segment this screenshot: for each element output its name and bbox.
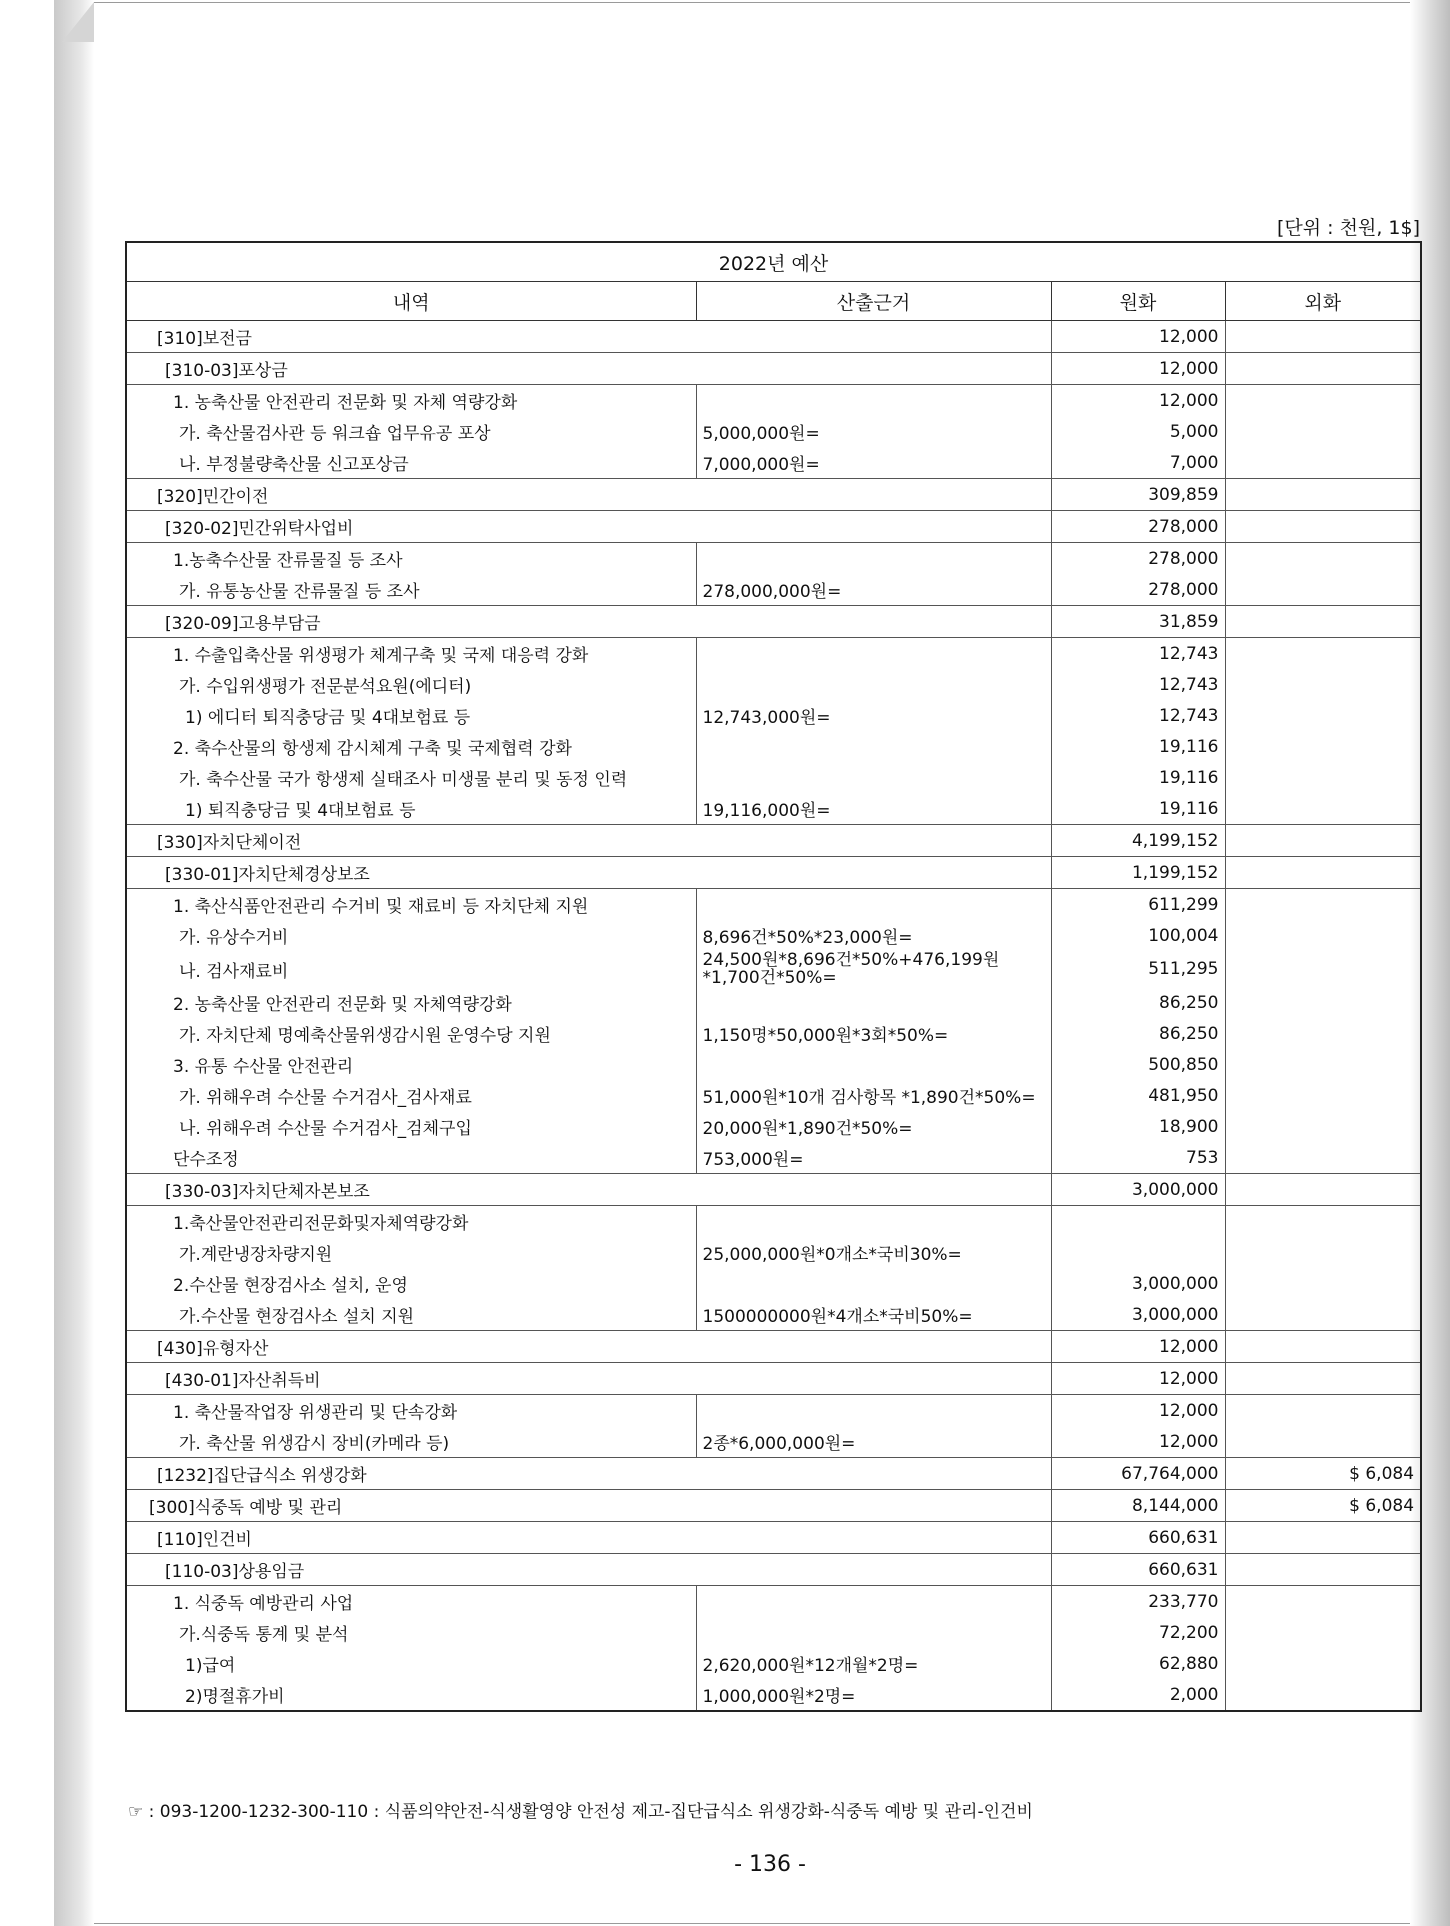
row-description: [320-02]민간위탁사업비 [126,511,1051,543]
table-row [126,825,1421,857]
row-krw-amount: 7,000 [1051,447,1225,479]
table-row [126,1018,1421,1049]
row-description: 가. 축산물 위생감시 장비(카메라 등) [179,1434,450,1454]
row-calculation-basis: 2,620,000원*12개월*2명= [696,1648,1051,1679]
table-row [126,1458,1421,1490]
row-foreign-amount [1225,825,1421,857]
row-description: 1. 축산식품안전관리 수거비 및 재료비 등 자치단체 지원 [126,889,696,921]
table-row [126,1363,1421,1395]
row-krw-amount [1051,1237,1225,1268]
table-row [126,1426,1421,1458]
row-foreign-amount [1225,574,1421,606]
row-description: 나. 위해우려 수산물 수거검사_검체구입 [179,1119,472,1139]
table-row [126,511,1421,543]
row-foreign-amount [1225,1237,1421,1268]
row-description: 1.농축수산물 잔류물질 등 조사 [126,543,696,575]
row-krw-amount: 100,004 [1051,920,1225,951]
row-krw-amount: 12,000 [1051,353,1225,385]
row-foreign-amount [1225,511,1421,543]
row-description: 1. 식중독 예방관리 사업 [126,1586,696,1618]
row-calculation-basis: 51,000원*10개 검사항목 *1,890건*50%= [696,1080,1051,1111]
row-foreign-amount [1225,951,1421,987]
row-krw-amount: 1,199,152 [1051,857,1225,889]
row-description: 1) 퇴직충당금 및 4대보험료 등 [185,801,416,821]
table-row [126,889,1421,921]
row-calculation-basis: 25,000,000원*0개소*국비30%= [696,1237,1051,1268]
row-description: 3. 유통 수산물 안전관리 [173,1057,354,1077]
row-foreign-amount: $ 6,084 [1225,1490,1421,1522]
page-number: - 136 - [734,1852,806,1877]
row-calculation-basis [696,669,1051,700]
row-calculation-basis [696,987,1051,1018]
row-calculation-basis: 7,000,000원= [696,447,1051,479]
table-row [126,1080,1421,1111]
table-row [126,1237,1421,1268]
table-row [126,479,1421,511]
row-krw-amount: 12,743 [1051,669,1225,700]
row-description: 1)급여 [185,1656,236,1676]
row-foreign-amount [1225,793,1421,825]
row-calculation-basis [696,1268,1051,1299]
row-foreign-amount: $ 6,084 [1225,1458,1421,1490]
row-foreign-amount [1225,731,1421,762]
row-foreign-amount [1225,353,1421,385]
row-krw-amount: 500,850 [1051,1049,1225,1080]
row-foreign-amount [1225,1111,1421,1142]
row-description: [300]식중독 예방 및 관리 [126,1490,1051,1522]
row-calculation-basis [696,638,1051,670]
row-description: 가. 유통농산물 잔류물질 등 조사 [179,582,420,602]
row-krw-amount: 309,859 [1051,479,1225,511]
row-foreign-amount [1225,543,1421,575]
row-foreign-amount [1225,1206,1421,1238]
row-krw-amount: 62,880 [1051,1648,1225,1679]
row-krw-amount: 67,764,000 [1051,1458,1225,1490]
header-foreign-currency: 외화 [1225,282,1421,321]
row-foreign-amount [1225,479,1421,511]
row-description: [330-03]자치단체자본보조 [126,1174,1051,1206]
row-krw-amount: 511,295 [1051,951,1225,987]
row-foreign-amount [1225,385,1421,417]
row-description: 1.축산물안전관리전문화및자체역량강화 [126,1206,696,1238]
row-krw-amount: 12,000 [1051,1395,1225,1427]
table-row [126,1586,1421,1618]
row-krw-amount: 19,116 [1051,731,1225,762]
table-row [126,762,1421,793]
row-krw-amount: 12,000 [1051,321,1225,353]
table-caption: 2022년 예산 [126,242,1421,282]
row-krw-amount: 4,199,152 [1051,825,1225,857]
table-row [126,353,1421,385]
row-foreign-amount [1225,700,1421,731]
row-description: [110]인건비 [126,1522,1051,1554]
row-description: [430-01]자산취득비 [126,1363,1051,1395]
row-krw-amount: 12,000 [1051,385,1225,417]
row-description: 2. 축수산물의 항생제 감시체계 구축 및 국제협력 강화 [173,739,572,759]
row-calculation-basis: 753,000원= [696,1142,1051,1174]
row-krw-amount: 12,743 [1051,638,1225,670]
row-description: [310-03]포상금 [126,353,1051,385]
table-row [126,416,1421,447]
row-description: 1. 농축산물 안전관리 전문화 및 자체 역량강화 [126,385,696,417]
row-description: 가. 축산물검사관 등 워크숍 업무유공 포상 [179,424,491,444]
row-foreign-amount [1225,669,1421,700]
table-row [126,1522,1421,1554]
table-row [126,321,1421,353]
row-calculation-basis: 24,500원*8,696건*50%+476,199원*1,700건*50%= [696,951,1051,987]
row-krw-amount: 611,299 [1051,889,1225,921]
table-row [126,1049,1421,1080]
table-row [126,731,1421,762]
row-krw-amount: 233,770 [1051,1586,1225,1618]
row-foreign-amount [1225,1617,1421,1648]
row-krw-amount: 2,000 [1051,1679,1225,1711]
row-calculation-basis: 1500000000원*4개소*국비50%= [696,1299,1051,1331]
row-foreign-amount [1225,1426,1421,1458]
table-row [126,1206,1421,1238]
table-row [126,1679,1421,1711]
row-krw-amount: 3,000,000 [1051,1299,1225,1331]
row-krw-amount: 5,000 [1051,416,1225,447]
row-calculation-basis: 8,696건*50%*23,000원= [696,920,1051,951]
row-krw-amount: 278,000 [1051,574,1225,606]
row-krw-amount: 660,631 [1051,1522,1225,1554]
row-krw-amount: 278,000 [1051,543,1225,575]
row-krw-amount [1051,1206,1225,1238]
row-krw-amount: 753 [1051,1142,1225,1174]
row-calculation-basis [696,731,1051,762]
row-foreign-amount [1225,762,1421,793]
table-row [126,1174,1421,1206]
table-row [126,920,1421,951]
row-calculation-basis: 5,000,000원= [696,416,1051,447]
row-description: [330-01]자치단체경상보조 [126,857,1051,889]
row-calculation-basis [696,385,1051,417]
row-description: 가.수산물 현장검사소 설치 지원 [179,1307,415,1327]
row-calculation-basis [696,1049,1051,1080]
row-krw-amount: 3,000,000 [1051,1268,1225,1299]
row-description: 단수조정 [173,1150,239,1170]
row-krw-amount: 31,859 [1051,606,1225,638]
header-krw: 원화 [1051,282,1225,321]
row-krw-amount: 481,950 [1051,1080,1225,1111]
row-calculation-basis: 1,000,000원*2명= [696,1679,1051,1711]
row-calculation-basis: 1,150명*50,000원*3회*50%= [696,1018,1051,1049]
row-calculation-basis [696,1206,1051,1238]
table-row [126,638,1421,670]
row-description: [310]보전금 [126,321,1051,353]
row-krw-amount: 12,000 [1051,1331,1225,1363]
row-krw-amount: 72,200 [1051,1617,1225,1648]
row-foreign-amount [1225,1363,1421,1395]
page-shadow-left [54,0,94,1926]
row-description: 1) 에디터 퇴직충당금 및 4대보험료 등 [185,708,471,728]
row-foreign-amount [1225,1395,1421,1427]
row-calculation-basis: 12,743,000원= [696,700,1051,731]
row-description: 나. 검사재료비 [179,961,289,982]
row-krw-amount: 19,116 [1051,762,1225,793]
table-row [126,857,1421,889]
row-foreign-amount [1225,321,1421,353]
table-row [126,1617,1421,1648]
table-row [126,1331,1421,1363]
row-foreign-amount [1225,1648,1421,1679]
row-description: 2. 농축산물 안전관리 전문화 및 자체역량강화 [173,995,512,1015]
row-foreign-amount [1225,1586,1421,1618]
row-description: 가.계란냉장차량지원 [179,1245,333,1265]
table-row [126,447,1421,479]
row-foreign-amount [1225,606,1421,638]
row-description: 가. 위해우려 수산물 수거검사_검사재료 [179,1088,472,1108]
table-row [126,543,1421,575]
row-foreign-amount [1225,1679,1421,1711]
row-foreign-amount [1225,1268,1421,1299]
row-foreign-amount [1225,1331,1421,1363]
row-foreign-amount [1225,1522,1421,1554]
row-foreign-amount [1225,1142,1421,1174]
row-description: 1. 축산물작업장 위생관리 및 단속강화 [126,1395,696,1427]
table-row [126,385,1421,417]
row-calculation-basis [696,1395,1051,1427]
table-row [126,1299,1421,1331]
footnote: ☞ : 093-1200-1232-300-110 : 식품의약안전-식생활영양 안전성 제고-집단급식소 위생강화-식중독 예방 및 관리-인건비 [128,1802,1033,1822]
row-foreign-amount [1225,1299,1421,1331]
row-foreign-amount [1225,987,1421,1018]
row-calculation-basis [696,1586,1051,1618]
row-foreign-amount [1225,447,1421,479]
row-krw-amount: 8,144,000 [1051,1490,1225,1522]
row-calculation-basis [696,889,1051,921]
row-foreign-amount [1225,1080,1421,1111]
row-krw-amount: 660,631 [1051,1554,1225,1586]
row-foreign-amount [1225,638,1421,670]
row-calculation-basis [696,543,1051,575]
row-description: [330]자치단체이전 [126,825,1051,857]
table-row [126,951,1421,987]
row-description: 1. 수출입축산물 위생평가 체계구축 및 국제 대응력 강화 [126,638,696,670]
row-calculation-basis: 20,000원*1,890건*50%= [696,1111,1051,1142]
row-description: 가.식중독 통계 및 분석 [179,1625,349,1645]
table-row [126,1395,1421,1427]
row-description: [110-03]상용임금 [126,1554,1051,1586]
unit-note: [단위 : 천원, 1$] [1277,217,1420,239]
row-foreign-amount [1225,920,1421,951]
row-description: [320-09]고용부담금 [126,606,1051,638]
table-body [126,321,1421,1712]
table-row [126,1554,1421,1586]
row-krw-amount: 86,250 [1051,1018,1225,1049]
page-corner-fold [62,2,94,42]
row-foreign-amount [1225,1174,1421,1206]
row-krw-amount: 12,743 [1051,700,1225,731]
table-row [126,1142,1421,1174]
row-krw-amount: 3,000,000 [1051,1174,1225,1206]
row-calculation-basis: 2종*6,000,000원= [696,1426,1051,1458]
row-foreign-amount [1225,1049,1421,1080]
row-foreign-amount [1225,1554,1421,1586]
row-description: 나. 부정불량축산물 신고포상금 [179,455,409,475]
table-row [126,793,1421,825]
row-description: 가. 수입위생평가 전문분석요원(에디터) [179,677,472,697]
budget-table [125,241,1422,1712]
row-calculation-basis: 19,116,000원= [696,793,1051,825]
row-foreign-amount [1225,889,1421,921]
row-description: 가. 유상수거비 [179,928,289,948]
table-row [126,574,1421,606]
row-krw-amount: 86,250 [1051,987,1225,1018]
table-row [126,1268,1421,1299]
row-krw-amount: 278,000 [1051,511,1225,543]
row-krw-amount: 12,000 [1051,1426,1225,1458]
row-foreign-amount [1225,1018,1421,1049]
row-krw-amount: 19,116 [1051,793,1225,825]
table-row [126,987,1421,1018]
row-krw-amount: 12,000 [1051,1363,1225,1395]
header-calculation-basis: 산출근거 [696,282,1051,321]
row-description: [1232]집단급식소 위생강화 [126,1458,1051,1490]
row-description: [320]민간이전 [126,479,1051,511]
row-foreign-amount [1225,857,1421,889]
row-description: 가. 자치단체 명예축산물위생감시원 운영수당 지원 [179,1026,551,1046]
row-description: 2.수산물 현장검사소 설치, 운영 [173,1276,408,1296]
table-row [126,1648,1421,1679]
row-description: 2)명절휴가비 [185,1687,285,1707]
row-calculation-basis [696,1617,1051,1648]
row-krw-amount: 18,900 [1051,1111,1225,1142]
row-description: [430]유형자산 [126,1331,1051,1363]
header-description: 내역 [126,282,696,321]
table-row [126,1111,1421,1142]
table-row [126,606,1421,638]
table-row [126,700,1421,731]
table-row [126,669,1421,700]
row-calculation-basis: 278,000,000원= [696,574,1051,606]
row-calculation-basis [696,762,1051,793]
table-row [126,1490,1421,1522]
row-description: 가. 축수산물 국가 항생제 실태조사 미생물 분리 및 동정 인력 [179,770,628,790]
row-foreign-amount [1225,416,1421,447]
